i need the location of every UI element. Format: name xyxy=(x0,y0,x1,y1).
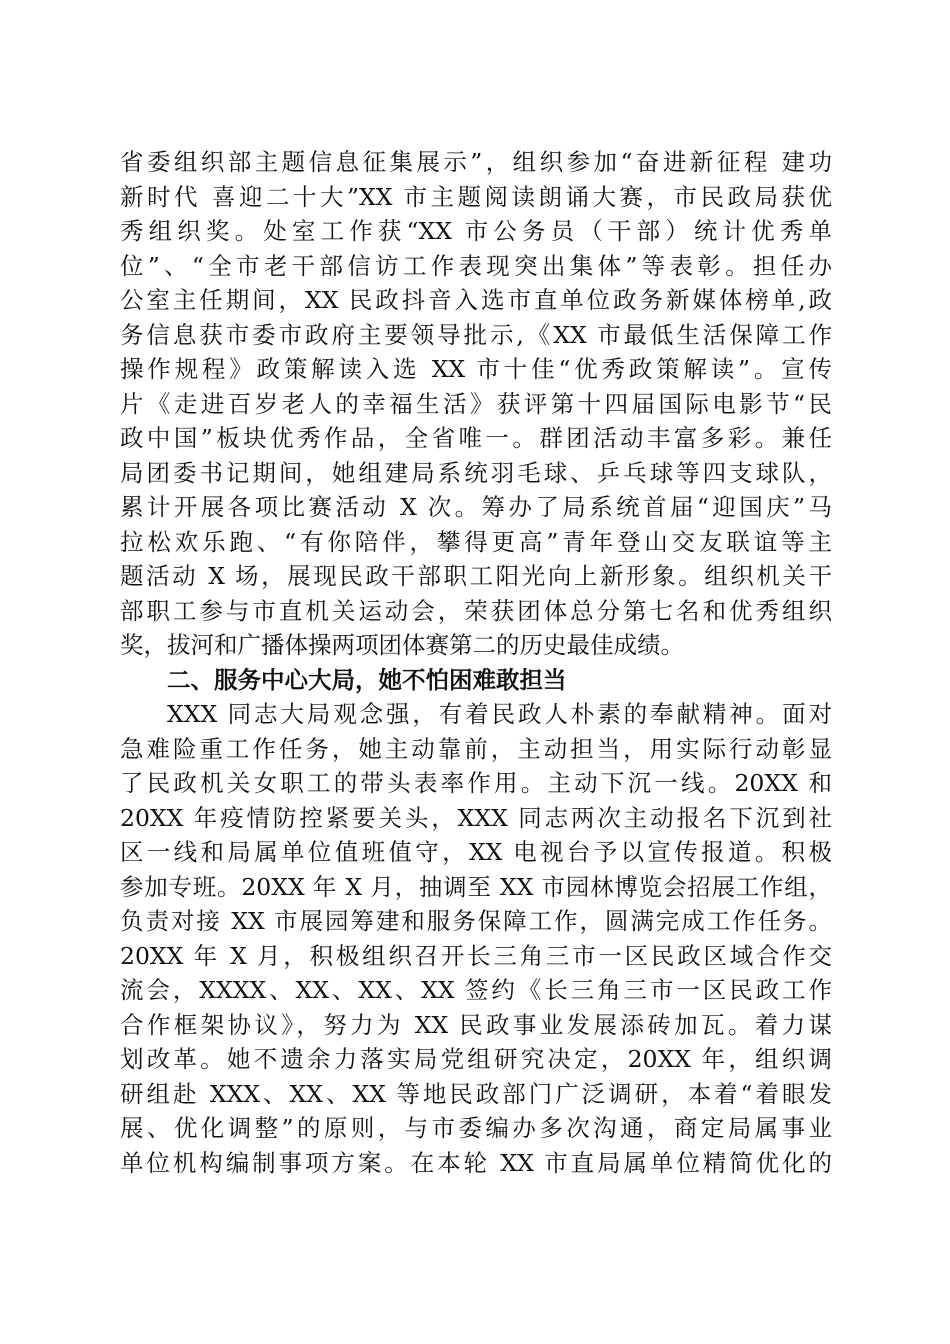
text-line: 拉松欢乐跑、“有你陪伴，攀得更高”青年登山交友联谊等主 xyxy=(120,527,832,556)
text-line: 部职工参与市直机关运动会，荣获团体总分第七名和优秀组织 xyxy=(120,596,832,625)
text-line: 展、优化调整”的原则，与市委编办多次沟通，商定局属事业 xyxy=(120,1114,832,1142)
section-heading: 二、服务中心大局，她不怕困难敢担当 xyxy=(167,665,567,694)
text-line: 政中国”板块优秀作品，全省唯一。群团活动丰富多彩。兼任 xyxy=(120,424,832,452)
text-line: 急难险重工作任务，她主动靠前，主动担当，用实际行动彰显 xyxy=(120,734,832,763)
text-line: 单位机构编制事项方案。在本轮 XX 市直局属单位精简优化的 xyxy=(120,1148,832,1177)
text-line: 合作框架协议》，努力为 XX 民政事业发展添砖加瓦。着力谋 xyxy=(120,1010,832,1039)
text-line: 区一线和局属单位值班值守，XX 电视台予以宣传报道。积极 xyxy=(120,838,832,866)
text-line: 累计开展各项比赛活动 X 次。筹办了局系统首届“迎国庆”马 xyxy=(120,493,832,521)
text-line: 位”、“全市老干部信访工作表现突出集体”等表彰。担任办 xyxy=(120,251,832,280)
text-line: 流会，XXXX、XX、XX、XX 签约《长三角三市一区民政工作 xyxy=(120,976,832,1004)
document-body xyxy=(120,145,832,1180)
text-line: 片《走进百岁老人的幸福生活》获评第十四届国际电影节“民 xyxy=(120,389,832,418)
text-line: 研组赴 XXX、XX、XX 等地民政部门广泛调研，本着“着眼发 xyxy=(120,1079,832,1108)
paragraph-2 xyxy=(120,697,832,1180)
text-line: 局团委书记期间，她组建局系统羽毛球、乒乓球等四支球队， xyxy=(120,458,832,487)
text-line: 划改革。她不遗余力落实局党组研究决定，20XX 年，组织调 xyxy=(120,1045,832,1073)
text-line: 奖，拔河和广播体操两项团体赛第二的历史最佳成绩。 xyxy=(120,631,684,659)
text-line: 秀组织奖。处室工作获“XX 市公务员（干部）统计优秀单 xyxy=(120,217,832,245)
text-line: 操作规程》政策解读入选 XX 市十佳“优秀政策解读”。宣传 xyxy=(120,355,832,383)
paragraph-1 xyxy=(120,145,832,663)
text-line: 20XX 年 X 月，积极组织召开长三角三市一区民政区域合作交 xyxy=(120,941,832,970)
text-line: 新时代 喜迎二十大”XX 市主题阅读朗诵大赛，市民政局获优 xyxy=(120,182,832,211)
text-line: 20XX 年疫情防控紧要关头，XXX 同志两次主动报名下沉到社 xyxy=(120,803,832,832)
text-line: 省委组织部主题信息征集展示”，组织参加“奋进新征程 建功 xyxy=(120,148,832,176)
text-line: 负责对接 XX 市展园筹建和服务保障工作，圆满完成工作任务。 xyxy=(120,907,832,935)
text-line: 了民政机关女职工的带头表率作用。主动下沉一线。20XX 和 xyxy=(120,769,832,797)
text-line: XXX 同志大局观念强，有着民政人朴素的奉献精神。面对 xyxy=(167,700,832,728)
text-line: 参加专班。20XX 年 X 月，抽调至 XX 市园林博览会招展工作组， xyxy=(120,872,832,901)
text-line: 务信息获市委市政府主要领导批示,《XX 市最低生活保障工作 xyxy=(120,320,832,349)
text-line: 题活动 X 场，展现民政干部职工阳光向上新形象。组织机关干 xyxy=(120,562,832,590)
text-line: 公室主任期间，XX 民政抖音入选市直单位政务新媒体榜单,政 xyxy=(120,286,832,314)
